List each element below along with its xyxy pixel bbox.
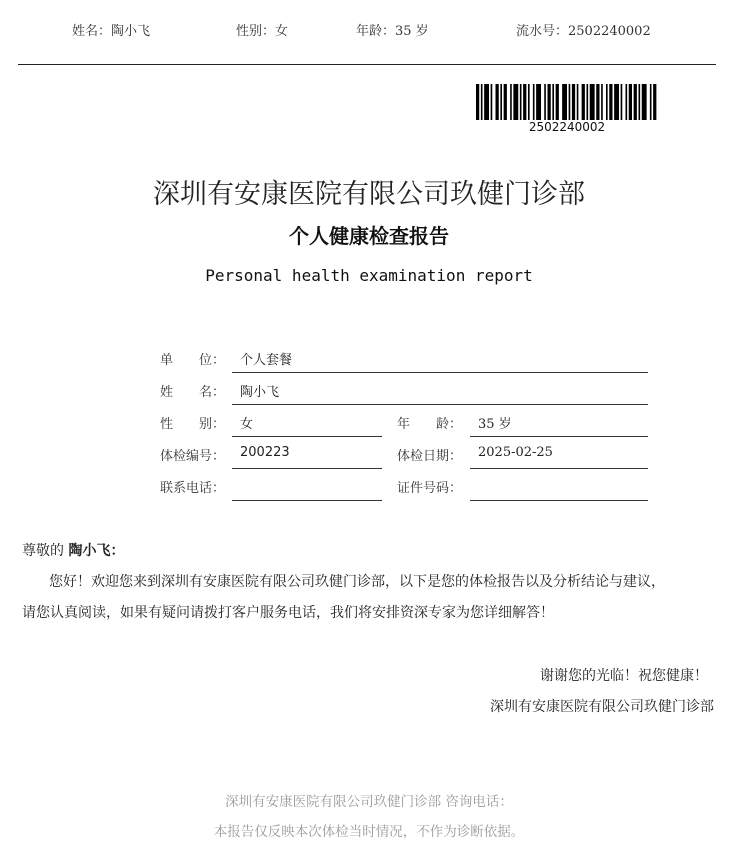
barcode-bar [481, 84, 483, 120]
barcode-bar [577, 84, 579, 120]
barcode-bar [513, 84, 518, 120]
barcode-bar [582, 84, 585, 120]
letter-thanks: 谢谢您的光临！祝您健康！ [540, 668, 708, 684]
barcode-bar [536, 84, 541, 120]
barcode [476, 84, 658, 120]
barcode-bar [504, 84, 507, 120]
name-underline [232, 404, 648, 405]
barcode-bar [556, 84, 559, 120]
barcode-bar [614, 84, 619, 120]
letter-line-1: 您好！欢迎您来到深圳有安康医院有限公司玖健门诊部，以下是您的体检报告以及分析结论与建议， [49, 574, 665, 590]
unit-value: 个人套餐 [240, 353, 293, 368]
header-divider [18, 64, 716, 65]
barcode-bar [626, 84, 628, 120]
header-age: 年龄：35 岁 [356, 24, 429, 39]
phone-underline [232, 500, 382, 501]
id-label: 证件号码： [397, 481, 463, 496]
exam-no-label: 体检编号： [160, 449, 226, 464]
header-serial: 流水号：2502240002 [516, 24, 651, 39]
barcode-bar [653, 84, 656, 120]
barcode-number: 2502240002 [528, 120, 606, 134]
greeting-prefix: 尊敬的 [22, 543, 64, 559]
greeting [22, 540, 124, 560]
barcode-bar [491, 84, 493, 120]
barcode-bar [520, 84, 522, 120]
greeting-name: 陶小飞： [68, 543, 125, 559]
barcode-bar [572, 84, 575, 120]
barcode-bar [609, 84, 612, 120]
age-value: 35 岁 [478, 417, 512, 432]
barcode-bar [601, 84, 603, 120]
barcode-bar [606, 84, 608, 120]
barcode-bar [642, 84, 647, 120]
id-underline [470, 500, 648, 501]
name-value: 陶小飞 [240, 385, 280, 400]
institution-title: 深圳有安康医院有限公司玖健门诊部 [153, 179, 585, 210]
unit-underline [232, 372, 648, 373]
gender-underline [232, 436, 382, 437]
name-label: 姓 名： [160, 385, 226, 400]
age-underline [470, 436, 648, 437]
footer-disclaimer: 本报告仅反映本次体检当时情况，不作为诊断依据。 [213, 824, 525, 840]
barcode-bar [639, 84, 641, 120]
barcode-bar [484, 84, 489, 120]
unit-label: 单 位： [160, 353, 226, 368]
barcode-bar [528, 84, 530, 120]
barcode-bar [590, 84, 595, 120]
exam-date-value: 2025-02-25 [478, 445, 553, 460]
barcode-bar [533, 84, 535, 120]
header-name: 姓名：陶小飞 [72, 24, 151, 39]
header-gender: 性别：女 [236, 24, 289, 39]
gender-label: 性 别： [160, 417, 226, 432]
exam-date-underline [470, 468, 648, 469]
barcode-bar [552, 84, 554, 120]
barcode-bar [596, 84, 599, 120]
barcode-bar [548, 84, 551, 120]
letter-signature: 深圳有安康医院有限公司玖健门诊部 [490, 699, 714, 715]
barcode-bar [510, 84, 512, 120]
age-label: 年 龄： [397, 417, 463, 432]
barcode-bar [544, 84, 546, 120]
barcode-bar [562, 84, 567, 120]
barcode-bar [621, 84, 623, 120]
barcode-bar [634, 84, 637, 120]
barcode-bar [476, 84, 479, 120]
barcode-bar [629, 84, 632, 120]
barcode-bar [587, 84, 589, 120]
exam-no-underline [232, 468, 382, 469]
exam-no-value: 200223 [240, 445, 290, 460]
letter-line-2: 请您认真阅读，如果有疑问请拨打客户服务电话，我们将安排资深专家为您详细解答！ [22, 605, 554, 621]
barcode-bar [650, 84, 652, 120]
barcode-bar [496, 84, 499, 120]
report-title: 个人健康检查报告 [289, 224, 449, 248]
phone-label: 联系电话： [160, 481, 226, 496]
barcode-bar [523, 84, 526, 120]
barcode-bar [500, 84, 502, 120]
report-title-english: Personal health examination report [205, 266, 533, 285]
exam-date-label: 体检日期： [397, 449, 463, 464]
footer-contact: 深圳有安康医院有限公司玖健门诊部 咨询电话： [225, 794, 513, 810]
gender-value: 女 [240, 417, 254, 432]
barcode-bar [569, 84, 571, 120]
